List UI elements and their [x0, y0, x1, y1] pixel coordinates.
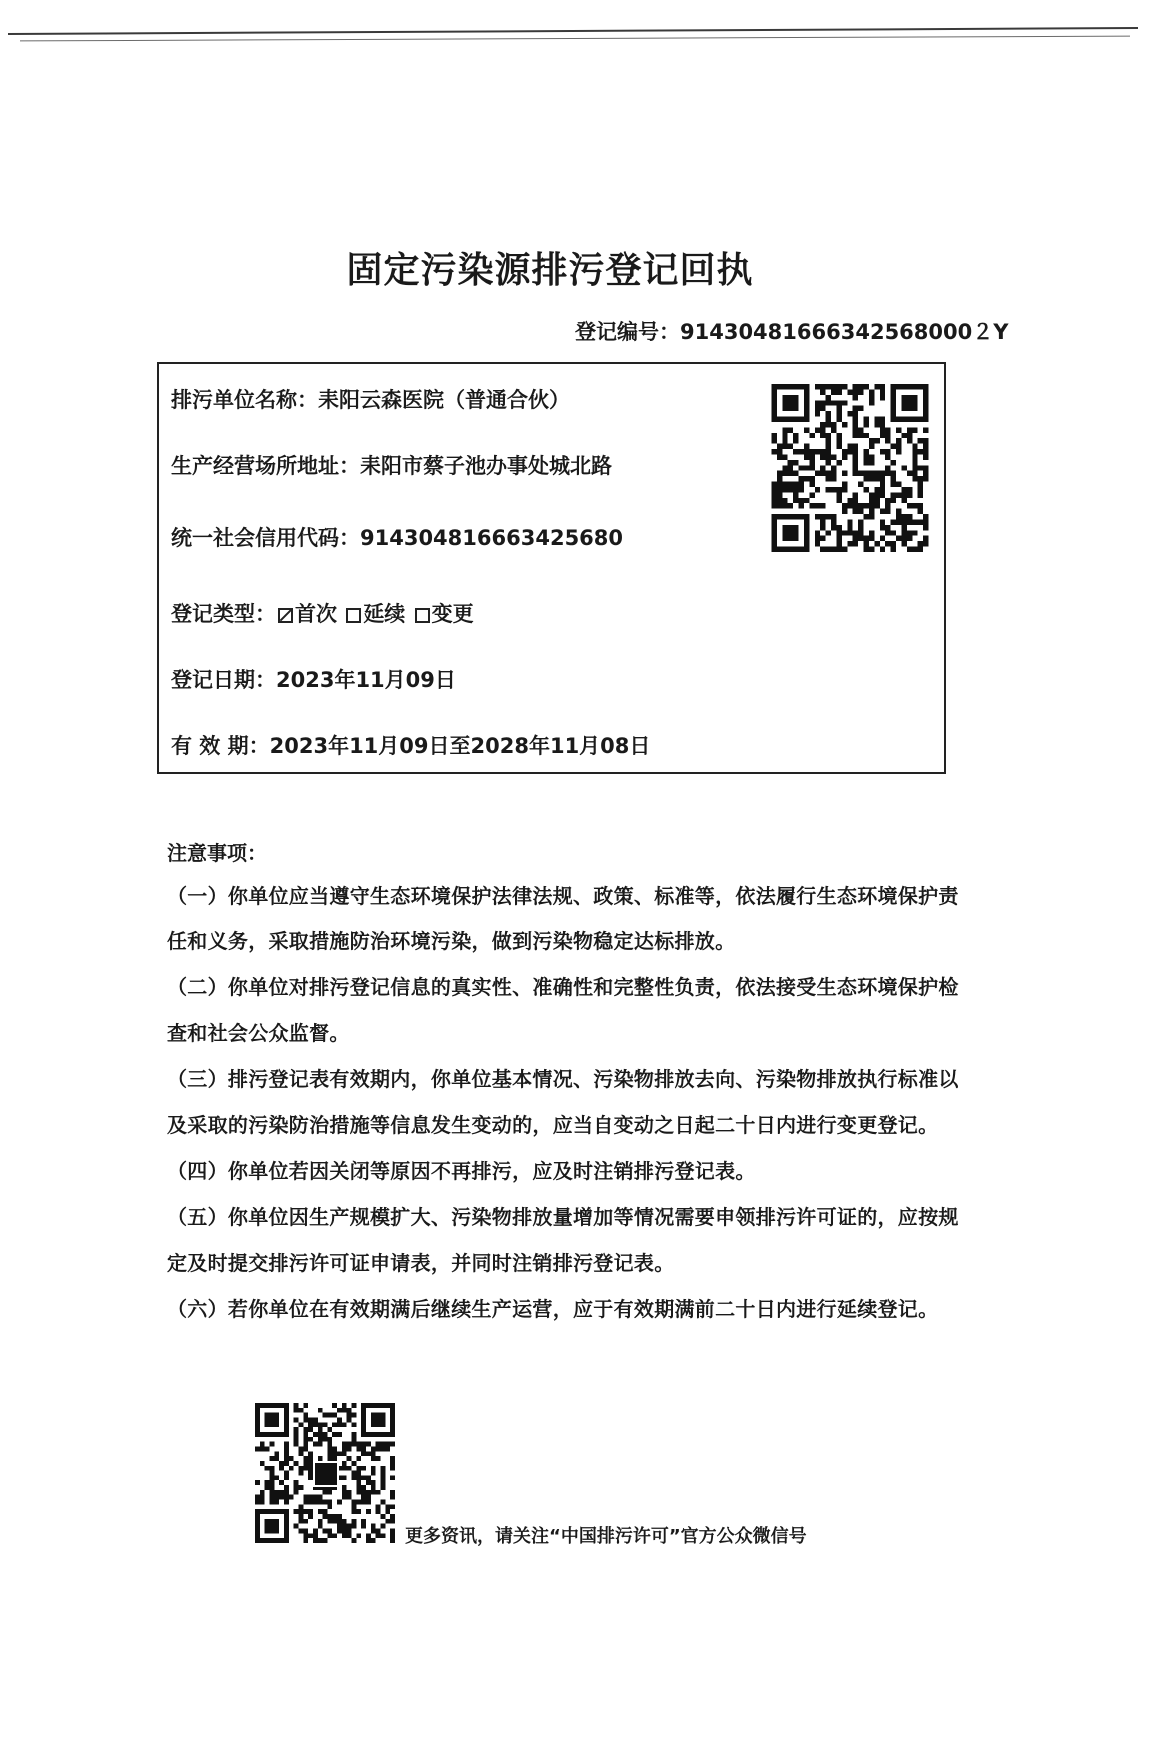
note-line: 定及时提交排污许可证申请表，并同时注销排污登记表。 [167, 1251, 675, 1275]
document-title: 固定污染源排污登记回执 [346, 250, 754, 291]
note-line: （二）你单位对排污登记信息的真实性、准确性和完整性负责，依法接受生态环境保护检 [167, 975, 959, 999]
note-line: （四）你单位若因关闭等原因不再排污，应及时注销排污登记表。 [167, 1159, 756, 1183]
note-line: （六）若你单位在有效期满后继续生产运营，应于有效期满前二十日内进行延续登记。 [167, 1297, 939, 1321]
note-line: 任和义务，采取措施防治环境污染，做到污染物稳定达标排放。 [167, 929, 736, 953]
note-line: （一）你单位应当遵守生态环境保护法律法规、政策、标准等，依法履行生态环境保护责 [167, 884, 959, 908]
credit-code: 统一社会信用代码：914304816663425680 [171, 526, 624, 550]
checkbox-renewal [346, 608, 361, 623]
registration-info-box [157, 362, 946, 774]
option-first-time: 首次 [295, 602, 337, 626]
wechat-qr-code-wrapper [255, 1402, 395, 1544]
registration-qr-code [771, 384, 929, 552]
note-line: （五）你单位因生产规模扩大、污染物排放量增加等情况需要申领排污许可证的，应按规 [167, 1205, 959, 1229]
option-change: 变更 [431, 602, 474, 626]
business-address: 生产经营场所地址：耒阳市蔡子池办事处城北路 [171, 454, 612, 478]
registration-number: 登记编号：91430481666342568000２Y [575, 320, 1009, 344]
option-renewal: 延续 [363, 602, 406, 626]
note-line: 查和社会公众监督。 [167, 1021, 350, 1045]
validity-period: 有 效 期：2023年11月09日至2028年11月08日 [171, 734, 651, 758]
checkbox-first-time [278, 608, 293, 623]
registration-type-label: 登记类型： [171, 602, 276, 626]
note-line: （三）排污登记表有效期内，你单位基本情况、污染物排放去向、污染物排放执行标准以 [167, 1067, 959, 1091]
registration-type [171, 598, 474, 628]
scan-border-line-secondary [20, 36, 1130, 42]
unit-name: 排污单位名称：耒阳云森医院（普通合伙） [171, 388, 570, 412]
wechat-logo-icon [313, 1461, 339, 1487]
notes-heading: 注意事项： [167, 841, 267, 865]
scan-border-line [8, 27, 1138, 35]
registration-date: 登记日期：2023年11月09日 [171, 668, 456, 692]
note-line: 及采取的污染防治措施等信息发生变动的，应当自变动之日起二十日内进行变更登记。 [167, 1113, 939, 1137]
wechat-follow-label: 更多资讯，请关注“中国排污许可”官方公众微信号 [405, 1526, 807, 1547]
checkbox-change [415, 608, 430, 623]
